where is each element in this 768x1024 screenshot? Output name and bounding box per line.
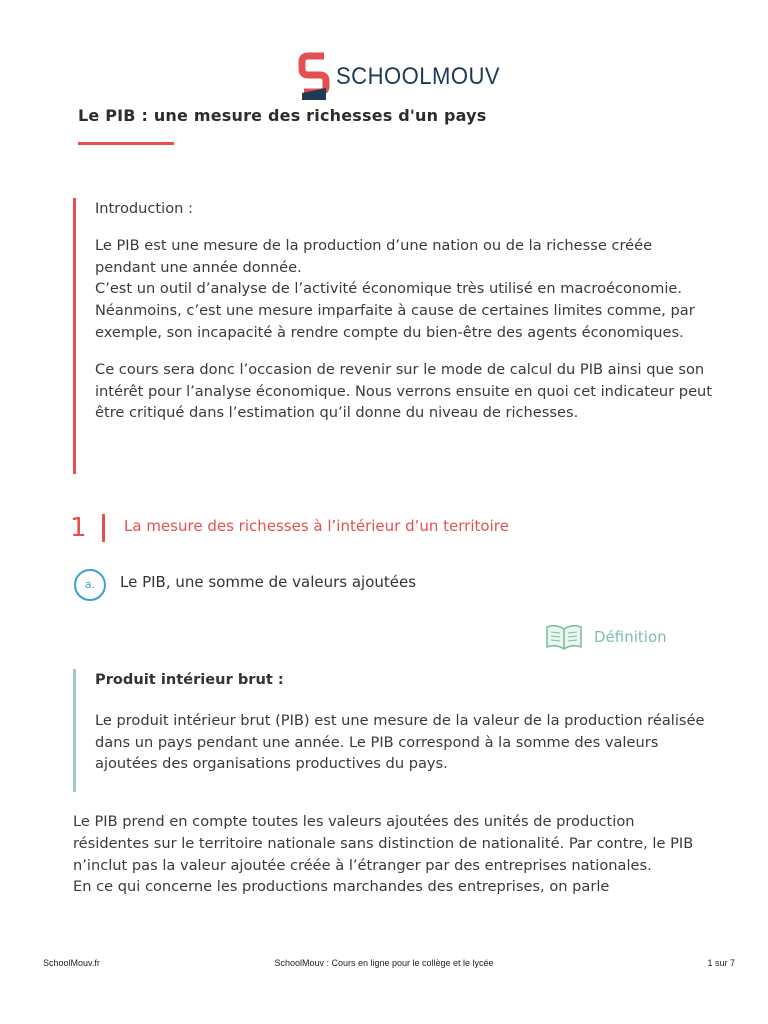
definition-tag: [544, 623, 667, 651]
page-title: Le PIB : une mesure des richesses d'un pays: [78, 106, 487, 125]
introduction-heading: Introduction :: [95, 200, 193, 217]
subsection-badge: a.: [74, 569, 106, 601]
body-paragraph: En ce qui concerne les productions marchandes des entreprises, on parle: [73, 878, 610, 896]
footer-tagline: SchoolMouv : Cours en ligne pour le collège et le lycée: [274, 958, 494, 968]
brand-name: SCHOOLMOUV: [336, 63, 501, 90]
definition-label: Définition: [594, 628, 667, 646]
definition-block: [73, 669, 716, 792]
subsection-title: Le PIB, une somme de valeurs ajoutées: [120, 573, 417, 591]
definition-term: Produit intérieur brut :: [95, 671, 284, 688]
introduction-block: [73, 198, 716, 474]
section-divider: [102, 514, 105, 542]
introduction-paragraph: Ce cours sera donc l’occasion de revenir sur le mode de calcul du PIB ainsi que son intérêt pour l’analyse économique. Nous verrons ensuite en quoi cet indicateur peut être critiqué dans l’estimation qu’il donne du niveau de richesses.: [95, 360, 713, 422]
introduction-paragraph: C’est un outil d’analyse de l’activité économique très utilisé en macroéconomie. Néanmoins, c’est une mesure imparfaite à cause de certaines limites comme, par exemple, son incapacité à rendre compte du bien-être des agents économiques.: [95, 280, 695, 341]
title-underline: [78, 142, 174, 145]
body-text: [73, 811, 709, 898]
introduction-paragraph: Le PIB est une mesure de la production d’une nation ou de la richesse créée pendant une année donnée.: [95, 236, 653, 276]
definition-text: Le produit intérieur brut (PIB) est une mesure de la valeur de la production réalisée dans un pays pendant une année. Le PIB correspond à la somme des valeurs ajoutées des organisations productives du pays.: [95, 711, 705, 773]
footer-site: SchoolMouv.fr: [43, 958, 100, 968]
schoolmouv-s-icon: [298, 52, 330, 102]
body-paragraph: Le PIB prend en compte toutes les valeurs ajoutées des unités de production résidentes sur le territoire nationale sans distinction de nationalité. Par contre, le PIB n’inclut pas la valeur ajoutée créée à l’étranger par des entreprises nationales.: [73, 813, 694, 874]
section-title: La mesure des richesses à l’intérieur d’un territoire: [124, 517, 509, 535]
section-number: 1: [70, 513, 87, 543]
footer-page-number: 1 sur 7: [707, 958, 735, 968]
open-book-icon: [544, 623, 584, 651]
brand-logo: [298, 52, 514, 102]
